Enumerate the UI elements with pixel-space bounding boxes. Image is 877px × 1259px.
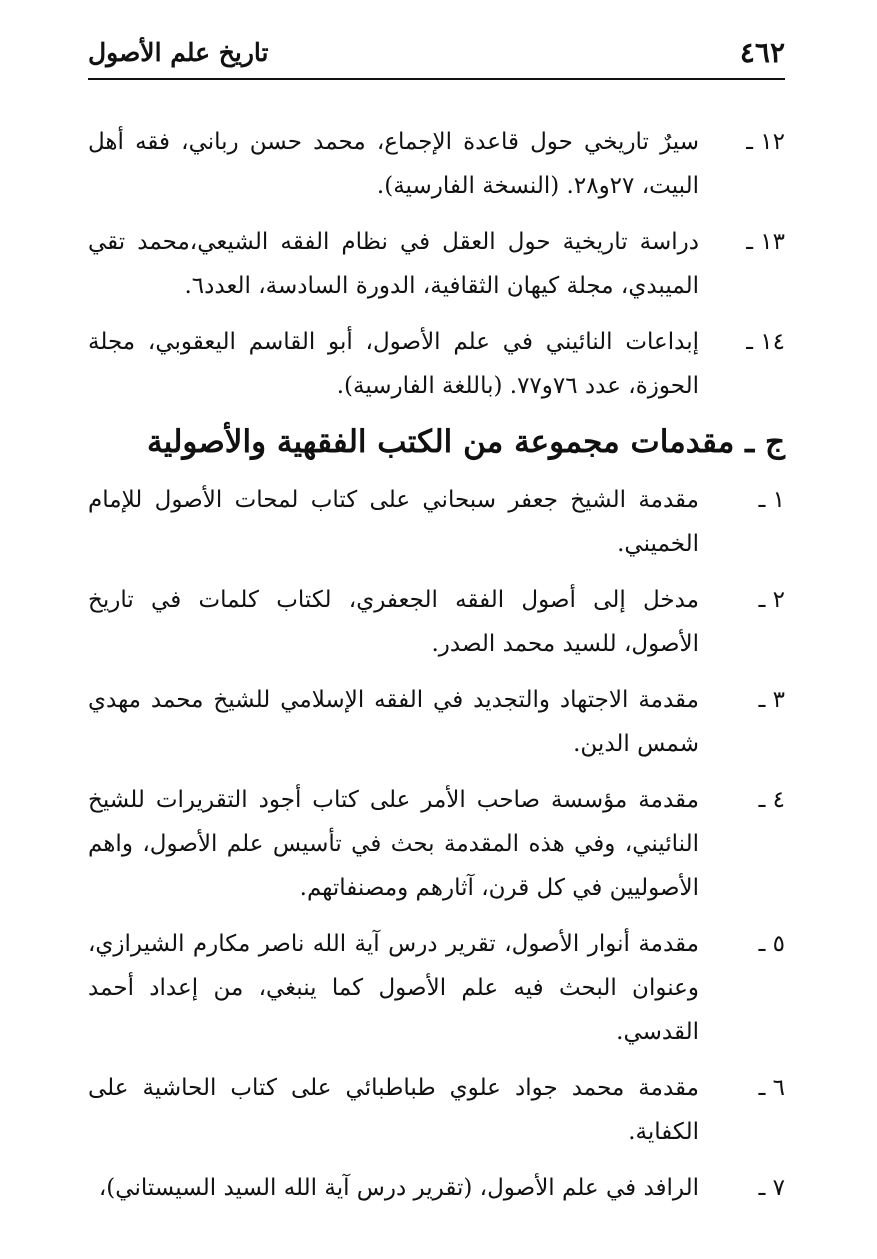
item-number: ٦ ـ xyxy=(758,1075,785,1101)
item-number: ٣ ـ xyxy=(758,687,785,713)
item-number: ٢ ـ xyxy=(758,587,785,613)
page-content xyxy=(88,120,785,1222)
page-number: ٤٦٢ xyxy=(739,36,785,69)
item-number: ٧ ـ xyxy=(758,1175,785,1201)
section-heading: ج ـ مقدمات مجموعة من الكتب الفقهية والأصولية xyxy=(147,424,785,460)
page-header xyxy=(88,28,785,80)
list-item xyxy=(88,922,785,1054)
item-text: مقدمة مؤسسة صاحب الأمر على كتاب أجود التقريرات للشيخ النائيني، وفي هذه المقدمة بحث في تأسيس علم الأصول، واهم الأصوليين في كل قرن، آثارهم ومصنفاتهم. xyxy=(88,787,699,901)
item-number: ١٤ ـ xyxy=(746,329,785,355)
item-text: مقدمة محمد جواد علوي طباطبائي على كتاب الحاشية على الكفاية. xyxy=(88,1075,699,1145)
item-number: ١٣ ـ xyxy=(746,229,785,255)
list-item xyxy=(88,1066,785,1154)
list-item xyxy=(88,578,785,666)
item-number: ١٢ ـ xyxy=(746,129,785,155)
item-text: إبداعات النائيني في علم الأصول، أبو القاسم اليعقوبي، مجلة الحوزة، عدد ٧٦و٧٧. (باللغة الفارسية). xyxy=(88,329,699,399)
item-text: مقدمة الاجتهاد والتجديد في الفقه الإسلامي للشيخ محمد مهدي شمس الدين. xyxy=(88,687,699,757)
item-number: ٥ ـ xyxy=(758,931,785,957)
item-text: الرافد في علم الأصول، (تقرير درس آية الله السيد السيستاني)، xyxy=(98,1175,699,1201)
list-item xyxy=(88,478,785,566)
list-item xyxy=(88,678,785,766)
item-number: ٤ ـ xyxy=(758,787,785,813)
item-text: مقدمة الشيخ جعفر سبحاني على كتاب لمحات الأصول للإمام الخميني. xyxy=(88,487,699,557)
reference-list-continued xyxy=(88,120,785,408)
item-text: مقدمة أنوار الأصول، تقرير درس آية الله ناصر مكارم الشيرازي، وعنوان البحث فيه علم الأصول كما ينبغي، من إعداد أحمد القدسي. xyxy=(88,931,699,1045)
introductions-list xyxy=(88,478,785,1210)
item-text: دراسة تاريخية حول العقل في نظام الفقه الشيعي،محمد تقي الميبدي، مجلة كيهان الثقافية، الدورة السادسة، العدد٦. xyxy=(88,229,699,299)
running-title: تاريخ علم الأصول xyxy=(88,38,269,67)
list-item xyxy=(88,320,785,408)
list-item xyxy=(88,1166,785,1210)
list-item xyxy=(88,120,785,208)
list-item xyxy=(88,778,785,910)
item-number: ١ ـ xyxy=(758,487,785,513)
item-text: مدخل إلى أصول الفقه الجعفري، لكتاب كلمات في تاريخ الأصول، للسيد محمد الصدر. xyxy=(88,587,699,657)
item-text: سيرٌ تاريخي حول قاعدة الإجماع، محمد حسن رباني، فقه أهل البيت، ٢٧و٢٨. (النسخة الفارسية). xyxy=(88,129,699,199)
list-item xyxy=(88,220,785,308)
